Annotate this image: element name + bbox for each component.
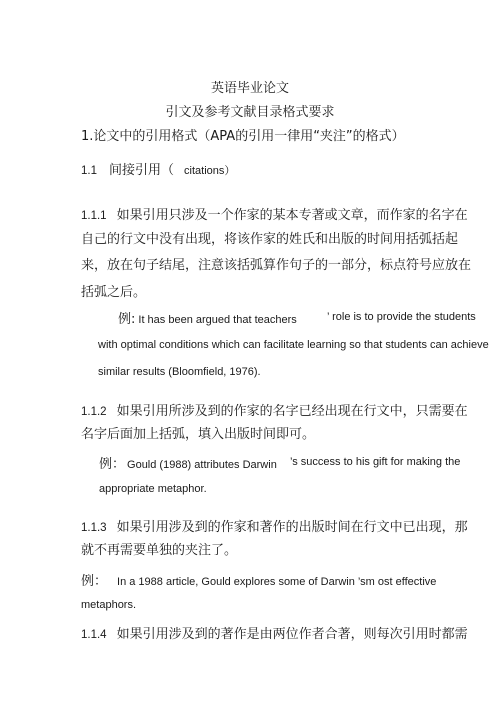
paragraph-text: 如果引用涉及到的作家和著作的出版时间在行文中已出现，那 (116, 520, 468, 535)
section-text-en: citations） (184, 165, 236, 177)
paragraph-1-1-2-line-2: 名字后面加上括弧，填入出版时间即可。 (81, 427, 316, 442)
section-number: 1.1 (81, 165, 97, 177)
paragraph-number: 1.1.3 (81, 522, 107, 534)
paragraph-number: 1.1.4 (81, 629, 107, 641)
paragraph-1-1-1-line-4: 括弧之后。 (81, 285, 147, 300)
document-subtitle: 引文及参考文献目录格式要求 (165, 105, 335, 120)
example-label: 例： (81, 574, 108, 589)
example-text: It has been argued that teachers (138, 314, 297, 326)
section-heading-1: 1.论文中的引用格式（APA的引用一律用“夹注”的格式） (81, 129, 405, 144)
paragraph-1-1-1-line-1 (81, 206, 468, 223)
paragraph-text: 如果引用所涉及到的作家的名字已经出现在行文中，只需要在 (116, 404, 468, 419)
section-heading-1-1 (81, 161, 235, 178)
paragraph-text: 如果引用涉及到的著作是由两位作者合著，则每次引用时都需 (116, 627, 468, 642)
example-label: 例： (99, 457, 126, 472)
paragraph-1-1-4-line-1 (81, 625, 468, 642)
paragraph-number: 1.1.1 (81, 210, 107, 222)
example-2-line-1-cont: ’s success to his gift for making the (290, 456, 461, 468)
example-1-line-3: similar results (Bloomfield, 1976). (98, 366, 261, 378)
paragraph-1-1-3-line-1 (81, 518, 468, 535)
example-3-line-1 (81, 572, 436, 588)
paragraph-1-1-1-line-2: 自己的行文中没有出现，将该作家的姓氏和出版的时间用括弧括起 (81, 232, 459, 247)
paragraph-text: 如果引用只涉及一个作家的某本专著或文章，而作家的名字在 (116, 208, 468, 223)
example-2-line-2: appropriate metaphor. (99, 483, 207, 495)
example-3-line-2: metaphors. (81, 599, 137, 611)
paragraph-1-1-1-line-3: 来，放在句子结尾，注意该括弧算作句子的一部分，标点符号应放在 (81, 258, 472, 273)
example-1-line-2: with optimal conditions which can facilitate learning so that students can achieve (98, 339, 489, 351)
section-text: 间接引用（ (109, 163, 175, 178)
example-1-line-1-cont: ’ role is to provide the students (327, 311, 476, 323)
paragraph-number: 1.1.2 (81, 406, 107, 418)
example-label: 例: (118, 312, 136, 327)
paragraph-1-1-2-line-1 (81, 402, 468, 419)
example-text: Gould (1988) attributes Darwin (127, 459, 277, 471)
example-2-line-1 (99, 455, 277, 471)
paragraph-1-1-3-line-2: 就不再需要单独的夹注了。 (81, 543, 238, 558)
example-text: In a 1988 article, Gould explores some of Darwin ’sm ost effective (117, 576, 437, 588)
example-1-line-1 (118, 310, 297, 326)
document-title: 英语毕业论文 (210, 81, 289, 96)
